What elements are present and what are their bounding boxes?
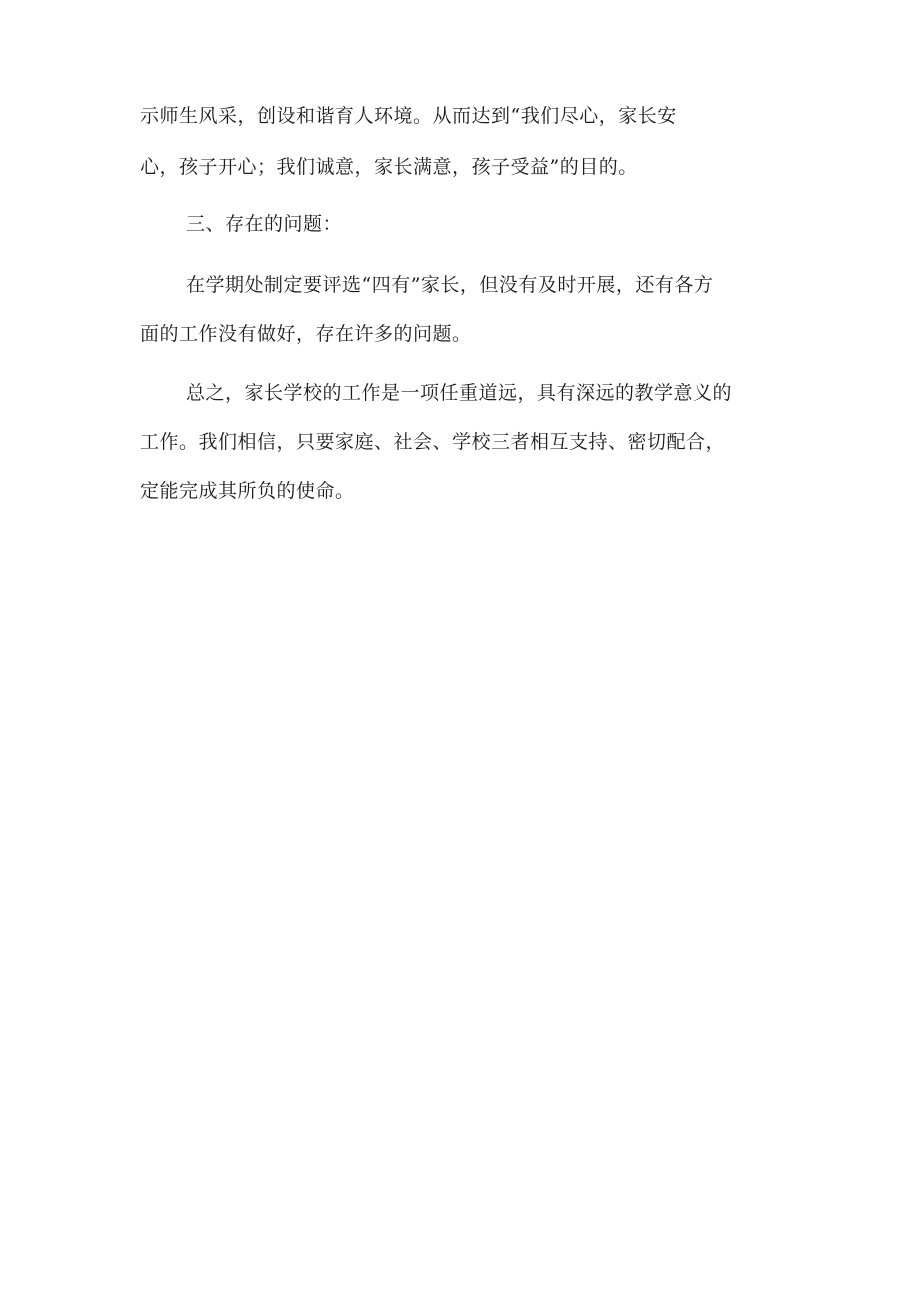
paragraph-line: 示师生风采，创设和谐育人环境。从而达到“我们尽心，家长安 [140,105,677,127]
paragraph-line: 面的工作没有做好，存在许多的问题。 [140,323,472,345]
paragraph-line: 在学期处制定要评选“四有”家长，但没有及时开展，还有各方 [186,274,714,296]
paragraph-line: 工作。我们相信，只要家庭、社会、学校三者相互支持、密切配合， [140,431,726,453]
paragraph-line: 总之，家长学校的工作是一项任重道远，具有深远的教学意义的 [186,382,733,404]
paragraph-line: 心，孩子开心；我们诚意，家长满意，孩子受益”的目的。 [140,156,638,178]
paragraph-line: 定能完成其所负的使命。 [140,480,355,502]
section-heading: 三、存在的问题： [186,213,343,235]
